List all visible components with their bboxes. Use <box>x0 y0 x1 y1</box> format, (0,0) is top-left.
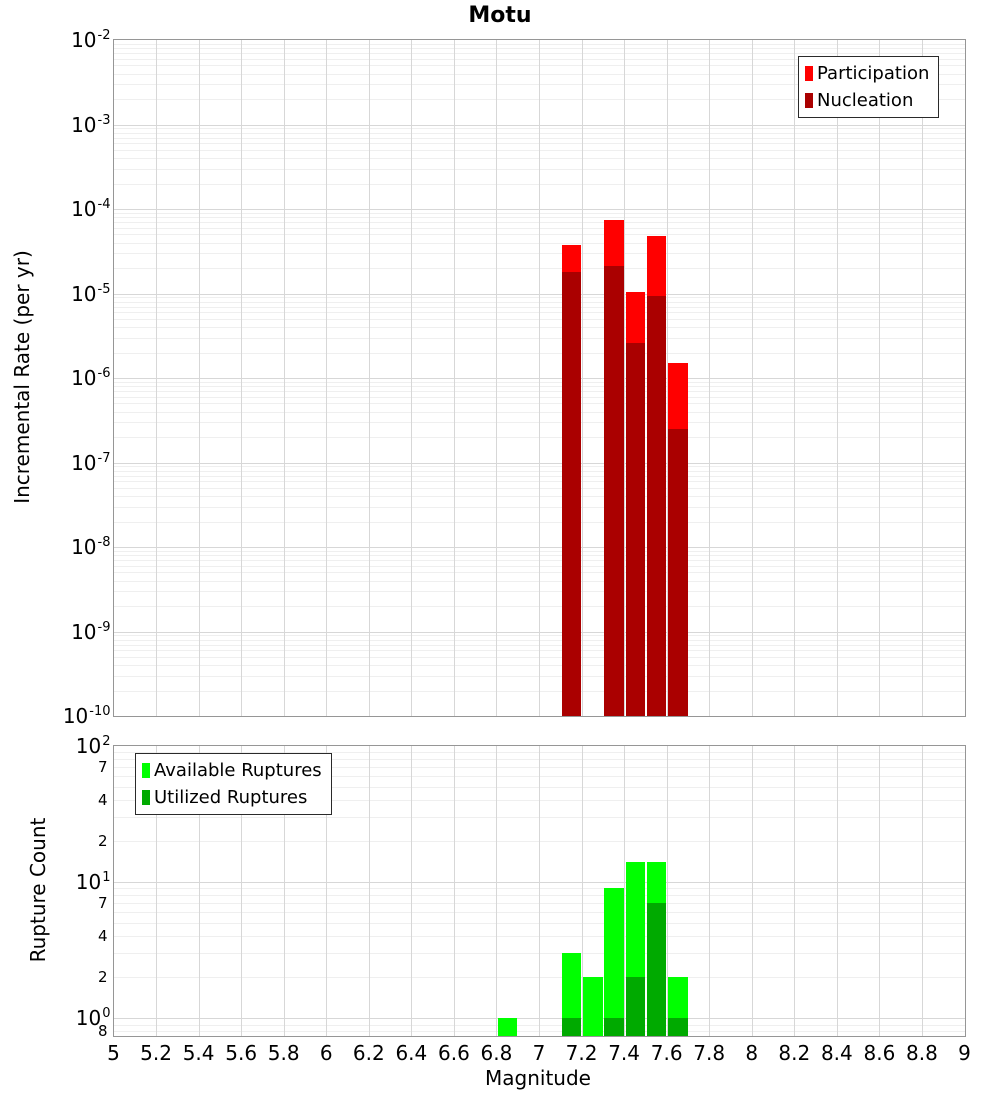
bar-nucleation-m7.55 <box>647 296 667 716</box>
vertical-gridline <box>411 746 412 1036</box>
vertical-gridline <box>539 40 540 716</box>
y-tick-label: $10^{-6}$ <box>71 366 111 390</box>
y-tick-label: 7 <box>97 758 108 777</box>
x-tick-label: 8.4 <box>820 1041 853 1065</box>
x-tick-label: 6.6 <box>437 1041 470 1065</box>
vertical-gridline <box>454 746 455 1036</box>
legend-label: Utilized Ruptures <box>154 787 308 808</box>
x-tick-label: 8.8 <box>906 1041 938 1065</box>
x-axis-title: Magnitude <box>485 1066 591 1090</box>
vertical-gridline <box>709 746 710 1036</box>
x-tick-label: 5.4 <box>182 1041 215 1065</box>
bar-utilized-ruptures-m7.15 <box>562 1018 582 1036</box>
bar-available-ruptures-m6.85 <box>498 1018 518 1036</box>
x-tick-label: 6 <box>319 1041 333 1065</box>
vertical-gridline <box>794 40 795 716</box>
x-tick-label: 7.4 <box>608 1041 640 1065</box>
x-tick-label: 5.8 <box>267 1041 300 1065</box>
y-tick-label: $10^{-5}$ <box>71 281 111 306</box>
vertical-gridline <box>454 40 455 716</box>
legend-item <box>805 60 929 87</box>
vertical-gridline <box>837 746 838 1036</box>
x-tick-label: 9 <box>958 1041 971 1065</box>
vertical-gridline <box>879 40 880 716</box>
y-tick-label: 2 <box>97 968 108 987</box>
x-tick-label: 5 <box>107 1041 120 1065</box>
legend-item <box>805 87 929 114</box>
y-tick-label: 7 <box>97 894 108 913</box>
vertical-gridline <box>879 746 880 1036</box>
y-tick-label: 4 <box>97 791 108 810</box>
y-tick-label: $10^1$ <box>75 870 111 895</box>
top-y-axis-title: Incremental Rate (per yr) <box>10 250 34 504</box>
vertical-gridline <box>199 40 200 716</box>
bar-nucleation-m7.35 <box>604 266 624 716</box>
bar-available-ruptures-m7.25 <box>583 977 603 1036</box>
y-tick-label: $10^{-8}$ <box>71 535 111 559</box>
vertical-gridline <box>752 746 753 1036</box>
chart-title: Motu <box>468 3 532 28</box>
y-tick-label: $10^{-7}$ <box>71 450 111 475</box>
vertical-gridline <box>496 746 497 1036</box>
y-tick-label: $10^{-9}$ <box>71 619 111 644</box>
vertical-gridline <box>369 746 370 1036</box>
legend-item <box>142 784 322 811</box>
y-tick-label: 4 <box>97 927 108 946</box>
legend-item <box>142 757 322 784</box>
bar-utilized-ruptures-m7.45 <box>626 977 646 1036</box>
x-tick-label: 8.6 <box>863 1041 896 1065</box>
vertical-gridline <box>752 40 753 716</box>
y-tick-label: 2 <box>97 832 108 851</box>
y-tick-label: $10^0$ <box>75 1006 111 1031</box>
y-tick-label: $10^{-3}$ <box>71 112 111 137</box>
x-tick-label: 6.2 <box>352 1041 385 1065</box>
legend-swatch-icon <box>142 790 150 805</box>
bar-utilized-ruptures-m7.35 <box>604 1018 624 1036</box>
vertical-gridline <box>284 40 285 716</box>
y-tick-label: $10^2$ <box>75 734 111 758</box>
legend-label: Participation <box>817 63 930 84</box>
bar-utilized-ruptures-m7.55 <box>647 903 667 1036</box>
vertical-gridline <box>794 746 795 1036</box>
y-tick-label: $10^{-4}$ <box>71 197 111 221</box>
legend-swatch-icon <box>805 93 813 108</box>
bottom-panel-legend <box>135 753 332 815</box>
vertical-gridline <box>326 40 327 716</box>
vertical-gridline <box>922 746 923 1036</box>
x-tick-label: 7.6 <box>650 1041 683 1065</box>
bar-nucleation-m7.15 <box>562 272 582 716</box>
x-tick-label: 5.6 <box>225 1041 258 1065</box>
legend-swatch-icon <box>805 66 813 81</box>
bottom-y-axis-title: Rupture Count <box>26 817 50 963</box>
vertical-gridline <box>837 40 838 716</box>
vertical-gridline <box>496 40 497 716</box>
x-tick-label: 6.8 <box>480 1041 513 1065</box>
legend-swatch-icon <box>142 763 150 778</box>
vertical-gridline <box>369 40 370 716</box>
x-tick-label: 5.2 <box>140 1041 172 1065</box>
legend-label: Nucleation <box>817 90 914 111</box>
bar-available-ruptures-m7.35 <box>604 888 624 1036</box>
x-tick-label: 6.4 <box>395 1041 428 1065</box>
legend-label: Available Ruptures <box>154 760 322 781</box>
top-panel-legend <box>798 56 939 118</box>
bar-utilized-ruptures-m7.65 <box>668 1018 688 1036</box>
vertical-gridline <box>709 40 710 716</box>
vertical-gridline <box>922 40 923 716</box>
x-tick-label: 7 <box>532 1041 546 1065</box>
vertical-gridline <box>539 746 540 1036</box>
vertical-gridline <box>582 40 583 716</box>
vertical-gridline <box>411 40 412 716</box>
x-tick-label: 7.2 <box>565 1041 598 1065</box>
x-tick-label: 8 <box>745 1041 759 1065</box>
bar-nucleation-m7.65 <box>668 429 688 716</box>
top-plot-area <box>113 39 966 717</box>
y-tick-label: 8 <box>97 1022 108 1041</box>
vertical-gridline <box>241 40 242 716</box>
x-tick-label: 8.2 <box>778 1041 811 1065</box>
x-tick-label: 7.8 <box>693 1041 726 1065</box>
y-tick-label: $10^{-10}$ <box>62 704 111 728</box>
y-tick-label: $10^{-2}$ <box>71 28 111 52</box>
bar-nucleation-m7.45 <box>626 343 646 716</box>
vertical-gridline <box>156 40 157 716</box>
